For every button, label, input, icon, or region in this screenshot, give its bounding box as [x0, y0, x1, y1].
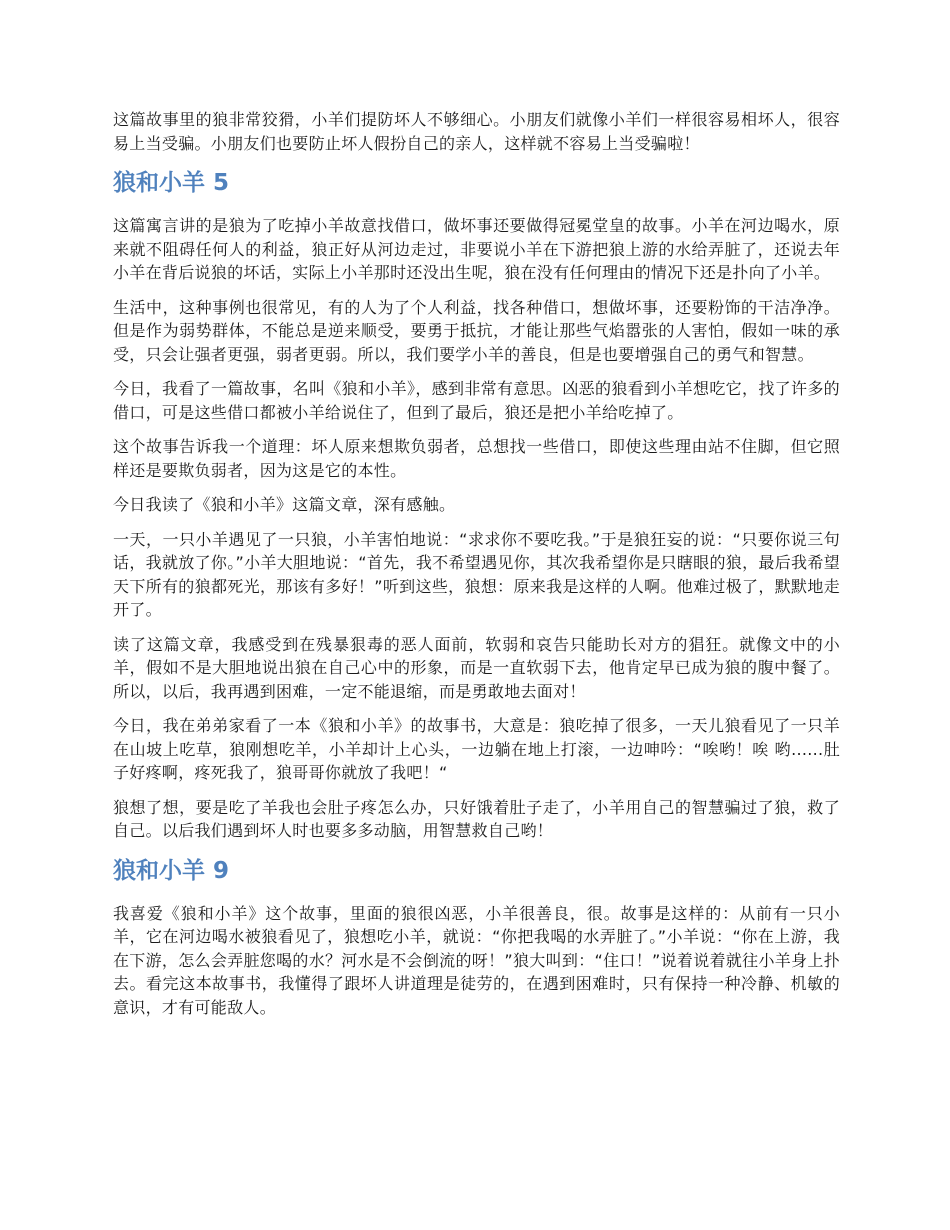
intro-paragraph: 这篇故事里的狼非常狡猾，小羊们提防坏人不够细心。小朋友们就像小羊们一样很容易相坏人，很容易上当受骗。小朋友们也要防止坏人假扮自己的亲人，这样就不容易上当受骗啦！ [113, 110, 840, 153]
section-5-paragraph-5: 今日我读了《狼和小羊》这篇文章，深有感触。 [113, 495, 456, 514]
document-page [113, 108, 840, 1030]
section-5-paragraph-3: 今日，我看了一篇故事，名叫《狼和小羊》，感到非常有意思。凶恶的狼看到小羊想吃它，找了许多的借口，可是这些借口都被小羊给说住了，但到了最后，狼还是把小羊给吃掉了。 [113, 379, 840, 422]
section-5-paragraph-2: 生活中，这种事例也很常见，有的人为了个人利益，找各种借口，想做坏事，还要粉饰的干洁净净。但是作为弱势群体，不能总是逆来顺受，要勇于抵抗，才能让那些气焰嚣张的人害怕，假如一味的承受，只会让强者更强，弱者更弱。所以，我们要学小羊的善良，但是也要增强自己的勇气和智慧。 [113, 297, 840, 364]
section-heading-5: 狼和小羊 5 [113, 170, 230, 196]
section-5-paragraph-9: 狼想了想，要是吃了羊我也会肚子疼怎么办，只好饿着肚子走了，小羊用自己的智慧骗过了狼，救了自己。以后我们遇到坏人时也要多多动脑，用智慧救自己哟！ [113, 797, 840, 840]
section-5-paragraph-8: 今日，我在弟弟家看了一本《狼和小羊》的故事书，大意是：狼吃掉了很多，一天儿狼看见了一只羊在山坡上吃草，狼刚想吃羊，小羊却计上心头，一边躺在地上打滚，一边呻吟：“唉哟！唉 哟......肚子好疼啊，疼死我了，狼哥哥你就放了我吧！“ [113, 716, 840, 782]
section-5-paragraph-4: 这个故事告诉我一个道理：坏人原来想欺负弱者，总想找一些借口，即使这些理由站不住脚，但它照样还是要欺负弱者，因为这是它的本性。 [113, 437, 840, 480]
section-heading-9: 狼和小羊 9 [113, 857, 230, 884]
section-5-paragraph-1: 这篇寓言讲的是狼为了吃掉小羊故意找借口，做坏事还要做得冠冕堂皇的故事。小羊在河边喝水，原来就不阻碍任何人的利益，狼正好从河边走过，非要说小羊在下游把狼上游的水给弄脏了，还说去年小羊在背后说狼的坏话，实际上小羊那时还没出生呢，狼在没有任何理由的情况下还是扑向了小羊。 [113, 216, 840, 282]
section-9-paragraph-1: 我喜爱《狼和小羊》这个故事，里面的狼很凶恶，小羊很善良，很。故事是这样的：从前有一只小羊，它在河边喝水被狼看见了，狼想吃小羊，就说：“你把我喝的水弄脏了。”小羊说：“你在上游，我在下游，怎么会弄脏您喝的水？河水是不会倒流的呀！”狼大叫到：“住口！”说着说着就往小羊身上扑去。看完这本故事书，我懂得了跟坏人讲道理是徒劳的，在遇到困难时，只有保持一种冷静、机敏的意识，才有可能敌人。 [113, 903, 840, 1017]
section-5-paragraph-6: 一天，一只小羊遇见了一只狼，小羊害怕地说：“求求你不要吃我。”于是狼狂妄的说：“只要你说三句话，我就放了你。”小羊大胆地说：“首先，我不希望遇见你，其次我希望你是只瞎眼的狼，最后我希望天下所有的狼都死光，那该有多好！”听到这些，狼想：原来我是这样的人啊。他难过极了，默默地走开了。 [113, 529, 840, 619]
section-5-paragraph-7: 读了这篇文章，我感受到在残暴狠毒的恶人面前，软弱和哀告只能助长对方的猖狂。就像文中的小羊，假如不是大胆地说出狼在自己心中的形象，而是一直软弱下去，他肯定早已成为狼的腹中餐了。所以，以后，我再遇到困难，一定不能退缩，而是勇敢地去面对！ [113, 634, 840, 701]
